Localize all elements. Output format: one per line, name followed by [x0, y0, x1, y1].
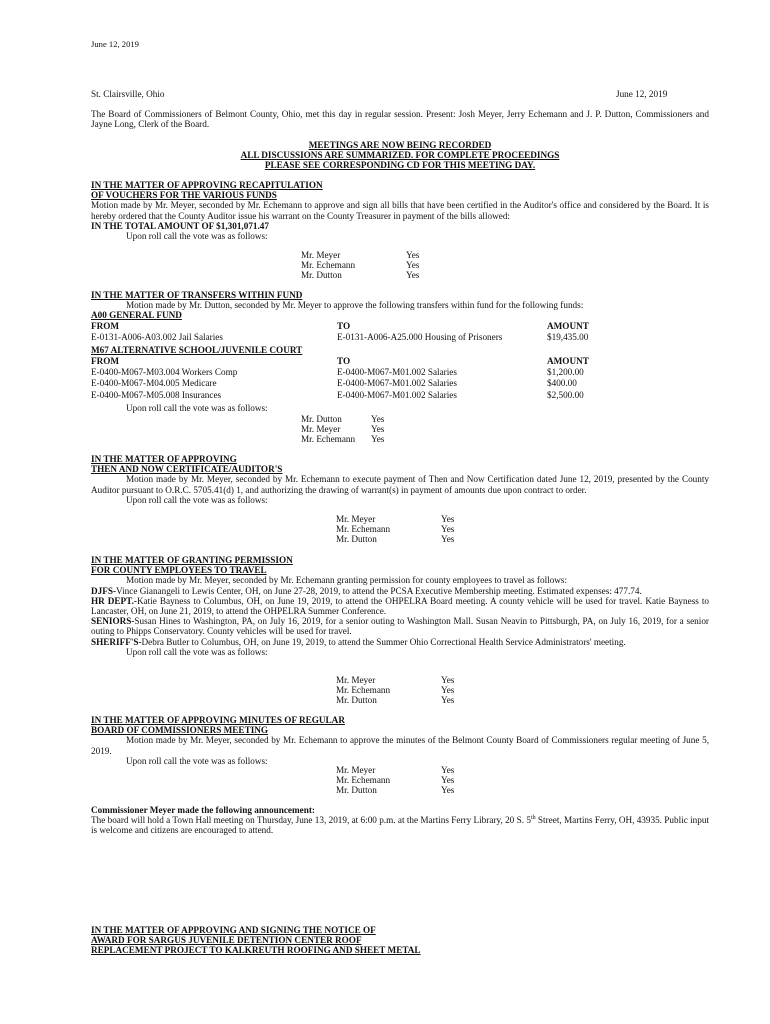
vote-row: [301, 414, 384, 424]
section-heading: IN THE MATTER OF APPROVING RECAPITULATION: [91, 180, 323, 190]
vote-value: Yes: [371, 414, 385, 424]
notice-line-1: MEETINGS ARE NOW BEING RECORDED: [308, 140, 492, 150]
col-from: FROM: [91, 321, 120, 331]
cell-from: E-0400-M067-M05.008 Insurances: [91, 389, 222, 400]
announcement-text: [91, 815, 709, 835]
department-label: DJFS-: [91, 585, 117, 596]
table-header: [91, 356, 709, 367]
voter-name: Mr. Echemann: [301, 434, 356, 445]
roll-call-label: Upon roll call the vote was as follows:: [126, 646, 268, 657]
cell-amount: $19,435.00: [547, 332, 589, 343]
section-heading: IN THE MATTER OF APPROVING MINUTES OF REGULAR: [91, 715, 345, 725]
vote-value: Yes: [441, 534, 455, 545]
vote-row: [336, 675, 454, 685]
vote-list: [336, 675, 454, 706]
voter-name: Mr. Echemann: [336, 685, 391, 696]
voter-name: Mr. Dutton: [301, 270, 342, 281]
vote-row: [301, 260, 419, 270]
vote-value: Yes: [406, 250, 420, 260]
section-heading: THEN AND NOW CERTIFICATE/AUDITOR'S: [91, 464, 283, 475]
voter-name: Mr. Echemann: [301, 260, 356, 271]
table-row: [91, 332, 709, 343]
travel-item: [91, 637, 709, 647]
voter-name: Mr. Dutton: [336, 785, 377, 796]
vote-list: [301, 414, 384, 445]
section-heading: REPLACEMENT PROJECT TO KALKREUTH ROOFING AND SHEET METAL: [91, 945, 421, 956]
cell-amount: $400.00: [547, 378, 577, 389]
section-then-and-now: [91, 454, 709, 505]
vote-value: Yes: [371, 424, 385, 435]
roll-call-label: Upon roll call the vote was as follows:: [126, 403, 268, 413]
vote-value: Yes: [441, 765, 455, 775]
total-amount: IN THE TOTAL AMOUNT OF $1,301,071.47: [91, 220, 269, 231]
vote-value: Yes: [441, 785, 455, 796]
section-heading: FOR COUNTY EMPLOYEES TO TRAVEL: [91, 565, 267, 576]
section-heading: IN THE MATTER OF APPROVING AND SIGNING THE NOTICE OF: [91, 925, 376, 935]
transfer-table-m67: [91, 356, 709, 401]
vote-row: [336, 765, 454, 775]
ordinal-suffix: th: [530, 815, 536, 822]
vote-value: Yes: [441, 514, 455, 524]
voter-name: Mr. Dutton: [336, 695, 377, 706]
vote-list: [336, 765, 454, 796]
announcement-heading: Commissioner Meyer made the following announcement:: [91, 805, 315, 815]
table-row: [91, 390, 709, 401]
section-heading: IN THE MATTER OF GRANTING PERMISSION: [91, 555, 293, 565]
travel-detail: Vince Gianangeli to Lewis Center, OH, on June 27-28, 2019, to attend the PCSA Executive Membership meeting. Estimated expenses: 477.74.: [116, 585, 642, 596]
announcement-text-part: Street, Martins Ferry, OH, 43935. Public input is welcome and citizens are encouraged to attend.: [91, 815, 709, 836]
vote-value: Yes: [441, 675, 455, 685]
vote-row: [336, 514, 454, 524]
cell-from: E-0400-M067-M04.005 Medicare: [91, 378, 217, 389]
travel-detail: Katie Bayness to Columbus, OH, on June 19, 2019, to attend the OHPELRA Board meeting. A county vehicle will be used for travel. Katie Bayness to Lancaster, OH, on June 21, 2019, to attend the OHPELRA Summer Conference.: [91, 595, 709, 617]
transfer-table-a00: [91, 321, 709, 343]
recording-notice: [91, 140, 709, 171]
meeting-location: St. Clairsville, Ohio: [91, 89, 165, 99]
vote-value: Yes: [406, 270, 420, 281]
vote-value: Yes: [441, 524, 455, 535]
section-heading: BOARD OF COMMISSIONERS MEETING: [91, 725, 269, 736]
voter-name: Mr. Meyer: [301, 250, 341, 260]
voter-name: Mr. Echemann: [336, 524, 391, 535]
voter-name: Mr. Meyer: [336, 765, 376, 775]
section-heading: IN THE MATTER OF APPROVING: [91, 454, 237, 464]
motion-text: Motion made by Mr. Meyer, seconded by Mr. Echemann to approve the minutes of the Belmont County Board of Commissioners regular meeting of June 5, 2019.: [91, 735, 709, 756]
motion-text: Motion made by Mr. Meyer, seconded by Mr. Echemann to execute payment of Then and Now Certification dated June 12, 2019, presented by the County Auditor pursuant to O.R.C. 5705.41(d) 1, and authorizing the drawing of warrant(s) in payment of amounts due upon contract to order.: [91, 474, 709, 495]
vote-row: [336, 695, 454, 705]
roll-call-label: Upon roll call the vote was as follows:: [126, 494, 268, 505]
announcement-text-part: The board will hold a Town Hall meeting on Thursday, June 13, 2019, at 6:00 p.m. at the Martins Ferry Library, 20 S. 5: [91, 815, 531, 826]
travel-detail: Susan Hines to Washington, PA, on July 16, 2019, for a senior outing to Washington Mall. Susan Neavin to Pittsburgh, PA, on July 16, 2019, for a senior outing to Phipps Conservatory. County vehicles will be used for travel.: [91, 616, 709, 637]
table-header: [91, 321, 709, 332]
travel-item: [91, 586, 709, 596]
voter-name: Mr. Dutton: [301, 414, 342, 424]
running-header-date: June 12, 2019: [91, 39, 139, 49]
col-amount: AMOUNT: [547, 321, 589, 331]
motion-text: Motion made by Mr. Meyer, seconded by Mr. Echemann to approve and sign all bills that have been certified in the Auditor's office and considered by the Board. It is hereby ordered that the County Auditor issue his warrant on the County Treasurer in payment of the bills allowed:: [91, 200, 709, 221]
intro-paragraph: The Board of Commissioners of Belmont County, Ohio, met this day in regular session. Present: Josh Meyer, Jerry Echemann and J. P. Dutton, Commissioners and Jayne Long, Clerk of the Board.: [91, 109, 709, 130]
voter-name: Mr. Meyer: [336, 514, 376, 524]
section-heading: IN THE MATTER OF TRANSFERS WITHIN FUND: [91, 290, 303, 300]
voter-name: Mr. Meyer: [301, 424, 341, 435]
section-roof-award: [91, 925, 709, 956]
section-announcement: [91, 805, 709, 836]
vote-value: Yes: [441, 775, 455, 786]
cell-to: E-0400-M067-M01.002 Salaries: [337, 378, 457, 389]
section-vouchers: [91, 180, 709, 241]
meeting-date: June 12, 2019: [616, 89, 668, 99]
vote-list: [336, 514, 454, 545]
vote-row: [336, 534, 454, 544]
travel-detail: Debra Butler to Columbus, OH, on June 19, 2019, to attend the Summer Ohio Correctional Health Service Administrators' meeting.: [141, 636, 626, 647]
section-heading: AWARD FOR SARGUS JUVENILE DETENTION CENTER ROOF: [91, 935, 362, 946]
roll-call-label: Upon roll call the vote was as follows:: [126, 231, 268, 242]
vote-row: [336, 775, 454, 785]
motion-text: Motion made by Mr. Meyer, seconded by Mr. Echemann granting permission for county employees to travel as follows:: [126, 575, 568, 586]
section-transfers: [91, 290, 709, 321]
table-row: [91, 378, 709, 389]
col-amount: AMOUNT: [547, 356, 589, 366]
fund-name: A00 GENERAL FUND: [91, 310, 182, 321]
notice-line-2: ALL DISCUSSIONS ARE SUMMARIZED. FOR COMPLETE PROCEEDINGS: [240, 150, 560, 161]
section-travel: [91, 555, 709, 657]
voter-name: Mr. Dutton: [336, 534, 377, 545]
cell-to: E-0131-A006-A25.000 Housing of Prisoners: [337, 332, 503, 343]
cell-to: E-0400-M067-M01.002 Salaries: [337, 367, 457, 378]
col-to: TO: [337, 356, 351, 366]
voter-name: Mr. Echemann: [336, 775, 391, 786]
vote-row: [336, 524, 454, 534]
fund-name: M67 ALTERNATIVE SCHOOL/JUVENILE COURT: [91, 345, 303, 355]
vote-value: Yes: [406, 260, 420, 271]
vote-row: [336, 785, 454, 795]
cell-amount: $1,200.00: [547, 367, 584, 378]
vote-list: [301, 250, 419, 281]
cell-amount: $2,500.00: [547, 389, 584, 400]
section-heading: OF VOUCHERS FOR THE VARIOUS FUNDS: [91, 190, 277, 201]
col-to: TO: [337, 321, 351, 331]
cell-from: E-0400-M067-M03.004 Workers Comp: [91, 367, 238, 378]
section-minutes: [91, 715, 709, 766]
motion-text: Motion made by Mr. Dutton, seconded by Mr. Meyer to approve the following transfers within fund for the following funds:: [126, 300, 584, 311]
department-label: SENIORS-: [91, 616, 135, 627]
travel-item: [91, 616, 709, 636]
vote-value: Yes: [441, 695, 455, 706]
table-row: [91, 367, 709, 378]
vote-row: [301, 434, 384, 444]
col-from: FROM: [91, 356, 120, 366]
department-label: SHERIFF'S-: [91, 636, 142, 647]
cell-to: E-0400-M067-M01.002 Salaries: [337, 389, 457, 400]
voter-name: Mr. Meyer: [336, 675, 376, 685]
vote-value: Yes: [441, 685, 455, 696]
cell-from: E-0131-A006-A03.002 Jail Salaries: [91, 332, 223, 343]
vote-row: [301, 270, 419, 280]
travel-item: [91, 596, 709, 616]
vote-row: [301, 424, 384, 434]
notice-line-3: PLEASE SEE CORRESPONDING CD FOR THIS MEETING DAY.: [264, 160, 536, 171]
vote-value: Yes: [371, 434, 385, 445]
department-label: HR DEPT.-: [91, 595, 137, 606]
roll-call-label: Upon roll call the vote was as follows:: [126, 755, 268, 766]
vote-row: [301, 250, 419, 260]
vote-row: [336, 685, 454, 695]
